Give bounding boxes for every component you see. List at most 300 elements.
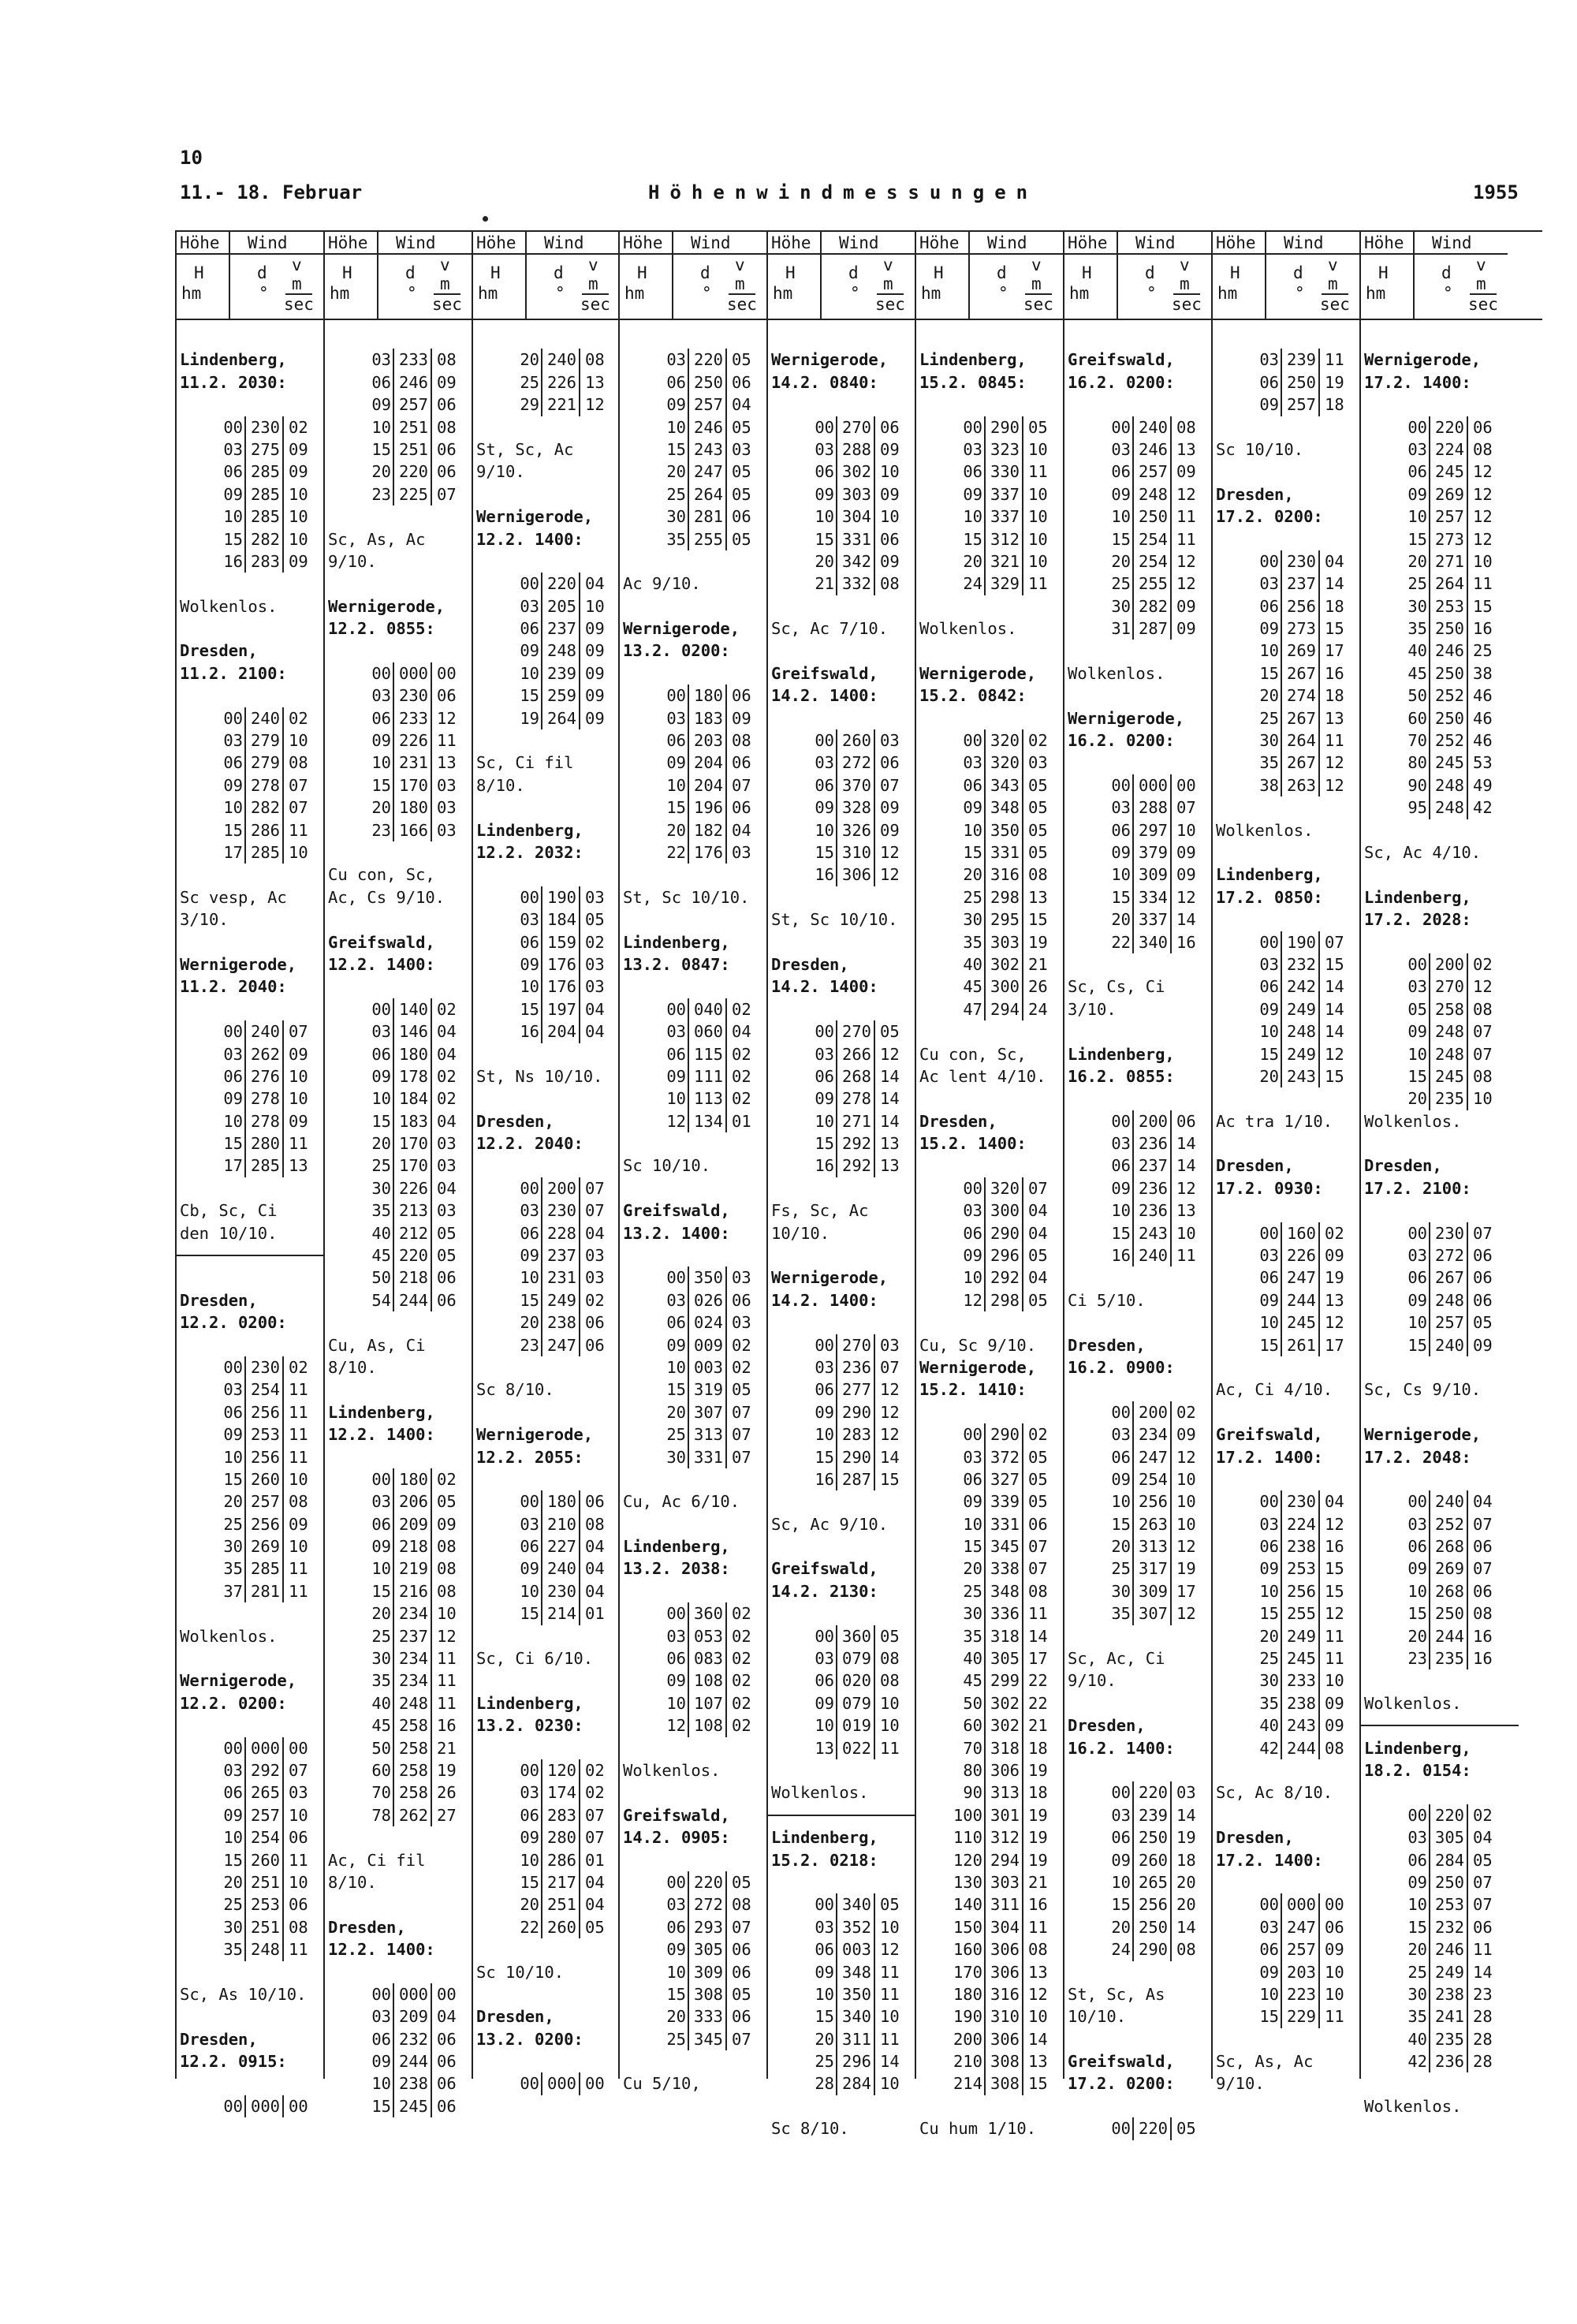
- measurement-row: [177, 528, 323, 550]
- direction-value: 279: [251, 731, 281, 751]
- cell-divider: [541, 1020, 542, 1043]
- cell-divider: [1467, 416, 1468, 438]
- cell-divider: [431, 752, 432, 774]
- header-h-unit: hm: [181, 284, 202, 303]
- measurement-row: [1361, 617, 1508, 640]
- header-v-unit-sec: sec: [1320, 295, 1350, 314]
- height-value: 00: [1407, 1492, 1427, 1512]
- direction-value: 140: [399, 999, 429, 1019]
- header-rule: [1173, 293, 1200, 295]
- direction-value: 200: [1435, 954, 1465, 974]
- station-label: Dresden,: [1364, 1156, 1442, 1176]
- cell-divider: [1022, 528, 1023, 550]
- speed-value: 02: [585, 1783, 605, 1803]
- cell-divider: [579, 1826, 580, 1848]
- station-heading: [473, 819, 620, 841]
- direction-value: 276: [251, 1066, 281, 1086]
- direction-value: 323: [990, 439, 1020, 459]
- height-value: 00: [963, 1425, 982, 1445]
- direction-value: 180: [399, 1044, 429, 1064]
- page-dot: [483, 216, 488, 222]
- direction-value: 352: [842, 1917, 872, 1937]
- cell-divider: [1467, 1557, 1468, 1580]
- cloud-note: [620, 1759, 766, 1781]
- cloud-note-text: St, Sc, As: [1068, 1984, 1165, 2004]
- cell-divider: [1281, 1043, 1282, 1065]
- direction-value: 340: [1139, 932, 1169, 952]
- measurement-row: [1064, 886, 1211, 908]
- measurement-row: [1213, 1625, 1359, 1647]
- station-heading: [325, 1916, 472, 1938]
- measurement-row: [916, 1490, 1063, 1513]
- cell-divider: [244, 1446, 246, 1468]
- measurement-row: [1213, 1490, 1359, 1513]
- speed-value: 21: [1028, 954, 1048, 974]
- header-d-unit: °: [407, 284, 417, 303]
- spacer: [1213, 1759, 1359, 1781]
- speed-value: 06: [437, 686, 457, 706]
- direction-value: 264: [694, 484, 724, 504]
- cell-divider: [1022, 1222, 1023, 1244]
- direction-value: 020: [842, 1671, 872, 1691]
- direction-value: 267: [1287, 663, 1317, 683]
- spacer: [1064, 2095, 1211, 2117]
- spacer: [177, 1961, 323, 1983]
- height-value: 05: [1407, 999, 1427, 1019]
- cloud-note-text: 10/10.: [1068, 2007, 1127, 2027]
- speed-value: 07: [1473, 1223, 1493, 1243]
- header-rule: [1361, 253, 1508, 255]
- measurement-row: [473, 1557, 620, 1580]
- cell-divider: [836, 1916, 837, 1938]
- cloud-note-text: Cb, Sc, Ci: [180, 1201, 278, 1221]
- measurement-row: [916, 1781, 1063, 1804]
- speed-value: 04: [1028, 1268, 1048, 1288]
- station-heading: [620, 617, 766, 640]
- direction-value: 264: [547, 708, 577, 728]
- height-value: 15: [1407, 529, 1427, 549]
- cell-divider: [1281, 1513, 1282, 1535]
- cloud-note: [1213, 1378, 1359, 1401]
- station-label: 17.2. 0200:: [1068, 2074, 1175, 2094]
- station-heading: [325, 617, 472, 640]
- speed-value: 09: [1176, 596, 1196, 616]
- height-value: 29: [520, 395, 539, 415]
- cell-divider: [1467, 1535, 1468, 1557]
- page-column: [177, 326, 323, 2117]
- measurement-row: [768, 752, 915, 774]
- cloud-note-text: Sc, Ci 6/10.: [476, 1649, 594, 1669]
- header-v-unit-sec: sec: [875, 295, 905, 314]
- cloud-note-text: Ac, Ci fil: [328, 1850, 426, 1870]
- direction-value: 251: [547, 1895, 577, 1915]
- height-value: 10: [815, 507, 834, 527]
- spacer: [325, 841, 472, 864]
- direction-value: 285: [251, 507, 281, 527]
- cell-divider: [1022, 864, 1023, 886]
- speed-value: 04: [1325, 551, 1344, 571]
- height-value: 90: [1407, 775, 1427, 795]
- height-value: 06: [223, 1783, 243, 1803]
- height-value: 24: [963, 574, 982, 594]
- header-rule: [1213, 253, 1359, 255]
- height-value: 00: [1407, 954, 1427, 974]
- cell-divider: [393, 1625, 394, 1647]
- cell-divider: [1429, 1020, 1430, 1043]
- height-value: 15: [1407, 1604, 1427, 1624]
- cell-divider: [431, 1199, 432, 1222]
- speed-value: 10: [1473, 551, 1493, 571]
- cell-divider: [874, 1401, 875, 1423]
- station-heading: [473, 1132, 620, 1155]
- cell-divider: [1132, 1513, 1134, 1535]
- measurement-row: [916, 505, 1063, 528]
- measurement-row: [325, 707, 472, 729]
- speed-value: 03: [437, 775, 457, 795]
- measurement-row: [473, 1177, 620, 1199]
- speed-value: 04: [1028, 1201, 1048, 1221]
- direction-value: 226: [399, 731, 429, 751]
- cell-divider: [1022, 1602, 1023, 1625]
- direction-value: 220: [399, 1246, 429, 1266]
- height-value: 09: [1111, 1469, 1131, 1489]
- spacer: [473, 326, 620, 349]
- direction-value: 000: [547, 2074, 577, 2094]
- spacer: [325, 1961, 472, 1983]
- measurement-row: [1064, 438, 1211, 461]
- header-wind: Wind: [1135, 233, 1176, 252]
- cell-divider: [282, 1155, 284, 1177]
- height-value: 09: [371, 731, 391, 751]
- speed-value: 14: [1176, 1134, 1196, 1154]
- header-rule: [1413, 230, 1415, 319]
- direction-value: 245: [1435, 462, 1465, 482]
- height-value: 140: [953, 1895, 982, 1915]
- cell-divider: [579, 1849, 580, 1871]
- cell-divider: [1281, 371, 1282, 394]
- header-wind: Wind: [839, 233, 879, 252]
- spacer: [1064, 1087, 1211, 1110]
- cell-divider: [282, 841, 284, 864]
- height-value: 06: [963, 1223, 982, 1243]
- height-value: 10: [1407, 1044, 1427, 1064]
- speed-value: 08: [437, 1559, 457, 1579]
- spacer: [1361, 1468, 1508, 1490]
- height-value: 09: [963, 484, 982, 504]
- cell-divider: [1467, 550, 1468, 573]
- measurement-row: [768, 1087, 915, 1110]
- height-value: 15: [371, 1111, 391, 1131]
- spacer: [325, 640, 472, 662]
- speed-value: 06: [732, 686, 751, 706]
- speed-value: 14: [880, 1111, 900, 1131]
- speed-value: 06: [437, 395, 457, 415]
- direction-value: 209: [399, 1514, 429, 1534]
- direction-value: 246: [694, 417, 724, 437]
- direction-value: 309: [1139, 1581, 1169, 1601]
- measurement-row: [916, 2005, 1063, 2027]
- speed-value: 09: [437, 372, 457, 392]
- height-value: 06: [371, 372, 391, 392]
- direction-value: 264: [1435, 574, 1465, 594]
- measurement-row: [1064, 461, 1211, 483]
- measurement-row: [1361, 1065, 1508, 1087]
- spacer: [177, 2005, 323, 2027]
- cell-divider: [1429, 1513, 1430, 1535]
- measurement-row: [1361, 998, 1508, 1020]
- height-value: 19: [520, 708, 539, 728]
- cell-divider: [431, 796, 432, 819]
- cell-divider: [725, 528, 727, 550]
- speed-value: 26: [1028, 977, 1048, 997]
- cell-divider: [836, 1334, 837, 1356]
- direction-value: 236: [1139, 1178, 1169, 1198]
- speed-value: 11: [1473, 1940, 1493, 1960]
- cell-divider: [1467, 1065, 1468, 1087]
- cell-divider: [1022, 975, 1023, 998]
- height-value: 20: [1111, 551, 1131, 571]
- spacer: [768, 1759, 915, 1781]
- height-value: 00: [1259, 551, 1279, 571]
- header-h-unit: hm: [1217, 284, 1238, 303]
- measurement-row: [473, 1580, 620, 1602]
- height-value: 20: [371, 798, 391, 818]
- cell-divider: [688, 2005, 689, 2027]
- direction-value: 182: [694, 820, 724, 840]
- cell-divider: [1429, 1893, 1430, 1916]
- direction-value: 247: [694, 462, 724, 482]
- spacer: [177, 998, 323, 1020]
- direction-value: 294: [990, 1850, 1020, 1870]
- cell-divider: [836, 1087, 837, 1110]
- speed-value: 10: [1176, 1223, 1196, 1243]
- speed-value: 02: [732, 1089, 751, 1109]
- cell-divider: [1281, 774, 1282, 796]
- station-label: 15.2. 1400:: [919, 1134, 1027, 1154]
- speed-value: 28: [1473, 2052, 1493, 2072]
- cell-divider: [282, 707, 284, 729]
- height-value: 06: [1407, 1850, 1427, 1870]
- measurement-row: [325, 1110, 472, 1132]
- cell-divider: [984, 1222, 986, 1244]
- cell-divider: [579, 349, 580, 371]
- cell-divider: [282, 1893, 284, 1916]
- cell-divider: [836, 461, 837, 483]
- cell-divider: [1281, 1737, 1282, 1759]
- cell-divider: [984, 752, 986, 774]
- height-value: 10: [371, 2074, 391, 2094]
- height-value: 10: [666, 417, 686, 437]
- station-heading: [325, 953, 472, 975]
- cell-divider: [244, 707, 246, 729]
- cell-divider: [282, 438, 284, 461]
- cell-divider: [1281, 685, 1282, 707]
- height-value: 09: [1111, 842, 1131, 862]
- speed-value: 11: [1176, 507, 1196, 527]
- measurement-row: [473, 953, 620, 975]
- speed-value: 05: [1028, 1290, 1048, 1310]
- cell-divider: [836, 1647, 837, 1669]
- direction-value: 220: [1139, 2119, 1169, 2139]
- speed-value: 03: [732, 439, 751, 459]
- cell-divider: [1170, 550, 1172, 573]
- height-value: 22: [666, 842, 686, 862]
- cell-divider: [1467, 1490, 1468, 1513]
- cell-divider: [1318, 1535, 1320, 1557]
- height-value: 06: [1259, 977, 1279, 997]
- height-value: 09: [1259, 999, 1279, 1019]
- direction-value: 024: [694, 1313, 724, 1333]
- header-v: v: [1031, 256, 1042, 274]
- direction-value: 260: [547, 1917, 577, 1937]
- spacer: [177, 1334, 323, 1356]
- cell-divider: [1132, 1849, 1134, 1871]
- header-v-unit-m: m: [1031, 274, 1042, 293]
- cell-divider: [984, 573, 986, 595]
- cell-divider: [1170, 864, 1172, 886]
- measurement-row: [768, 1065, 915, 1087]
- direction-value: 292: [842, 1156, 872, 1176]
- cell-divider: [1022, 1916, 1023, 1938]
- station-label: 12.2. 2032:: [476, 842, 583, 862]
- header-rule: [1064, 253, 1211, 255]
- measurement-row: [768, 864, 915, 886]
- station-label: Dresden,: [180, 641, 258, 661]
- direction-value: 237: [547, 1246, 577, 1266]
- station-label: 16.2. 0200:: [1068, 731, 1175, 751]
- station-label: 15.2. 0218:: [771, 1850, 878, 1870]
- measurement-row: [1064, 1177, 1211, 1199]
- direction-value: 083: [694, 1649, 724, 1669]
- cell-divider: [836, 1714, 837, 1736]
- height-value: 03: [666, 350, 686, 370]
- cell-divider: [244, 1938, 246, 1960]
- measurement-row: [1361, 1513, 1508, 1535]
- cell-divider: [1170, 1423, 1172, 1446]
- speed-value: 12: [1176, 887, 1196, 907]
- cell-divider: [393, 461, 394, 483]
- direction-value: 268: [1435, 1581, 1465, 1601]
- direction-value: 269: [1435, 1559, 1465, 1579]
- speed-value: 14: [1473, 1962, 1493, 1982]
- height-value: 03: [1407, 1828, 1427, 1848]
- station-heading: [473, 1423, 620, 1446]
- direction-value: 269: [1287, 641, 1317, 661]
- spacer: [620, 1177, 766, 1199]
- measurement-row: [768, 1378, 915, 1401]
- speed-value: 28: [1473, 2007, 1493, 2027]
- cell-divider: [244, 819, 246, 841]
- cell-divider: [282, 1110, 284, 1132]
- speed-value: 03: [880, 1335, 900, 1355]
- measurement-row: [1361, 1647, 1508, 1669]
- speed-value: 05: [732, 1984, 751, 2004]
- cell-divider: [984, 1244, 986, 1266]
- cell-divider: [1170, 796, 1172, 819]
- measurement-row: [1064, 1490, 1211, 1513]
- height-value: 120: [953, 1850, 982, 1870]
- cell-divider: [1022, 483, 1023, 505]
- height-value: 20: [815, 551, 834, 571]
- height-value: 06: [666, 1044, 686, 1064]
- station-heading: [473, 1692, 620, 1714]
- station-label: 16.2. 1400:: [1068, 1738, 1175, 1758]
- cell-divider: [1132, 573, 1134, 595]
- measurement-row: [916, 1199, 1063, 1222]
- direction-value: 280: [547, 1828, 577, 1848]
- measurement-row: [916, 975, 1063, 998]
- direction-value: 108: [694, 1671, 724, 1691]
- measurement-row: [473, 1334, 620, 1356]
- height-value: 03: [963, 439, 982, 459]
- spacer: [1361, 1356, 1508, 1378]
- height-value: 06: [666, 731, 686, 751]
- cell-divider: [541, 1266, 542, 1289]
- cell-divider: [1429, 2028, 1430, 2050]
- speed-value: 06: [437, 2029, 457, 2049]
- height-value: 03: [1259, 1917, 1279, 1937]
- height-value: 21: [815, 574, 834, 594]
- measurement-row: [620, 1961, 766, 1983]
- cell-divider: [431, 2028, 432, 2050]
- speed-value: 18: [1325, 395, 1344, 415]
- measurement-row: [1213, 953, 1359, 975]
- speed-value: 05: [732, 462, 751, 482]
- station-label: Wernigerode,: [180, 1671, 297, 1691]
- height-value: 00: [223, 708, 243, 728]
- cell-divider: [541, 1871, 542, 1893]
- speed-value: 12: [1325, 775, 1344, 795]
- header-v: v: [292, 256, 302, 274]
- cell-divider: [1022, 1647, 1023, 1669]
- height-value: 00: [223, 2096, 243, 2116]
- direction-value: 234: [1139, 1425, 1169, 1445]
- height-value: 06: [666, 1649, 686, 1669]
- cell-divider: [1132, 1916, 1134, 1938]
- cell-divider: [688, 707, 689, 729]
- direction-value: 230: [399, 686, 429, 706]
- speed-value: 12: [880, 1380, 900, 1400]
- direction-value: 200: [1139, 1402, 1169, 1422]
- direction-value: 159: [547, 932, 577, 952]
- station-label: 14.2. 1400:: [771, 1290, 878, 1310]
- cell-divider: [541, 998, 542, 1020]
- cell-divider: [725, 1938, 727, 1960]
- cell-divider: [1022, 461, 1023, 483]
- measurement-row: [620, 729, 766, 752]
- cell-divider: [431, 1781, 432, 1804]
- cell-divider: [1281, 1938, 1282, 1960]
- cell-divider: [688, 729, 689, 752]
- cloud-note-text: Sc 10/10.: [623, 1156, 711, 1176]
- cloud-note-text: Wolkenlos.: [919, 619, 1017, 639]
- direction-value: 253: [251, 1895, 281, 1915]
- speed-value: 15: [880, 1469, 900, 1489]
- cell-divider: [1467, 729, 1468, 752]
- station-heading: [620, 640, 766, 662]
- cell-divider: [1467, 662, 1468, 685]
- measurement-row: [1361, 1244, 1508, 1266]
- cell-divider: [836, 1110, 837, 1132]
- measurement-row: [325, 1759, 472, 1781]
- cloud-note: [768, 1513, 915, 1535]
- direction-value: 108: [694, 1716, 724, 1736]
- cell-divider: [282, 819, 284, 841]
- header-v-unit-sec: sec: [727, 295, 757, 314]
- cell-divider: [688, 1020, 689, 1043]
- station-heading: [768, 1266, 915, 1289]
- measurement-row: [916, 1893, 1063, 1916]
